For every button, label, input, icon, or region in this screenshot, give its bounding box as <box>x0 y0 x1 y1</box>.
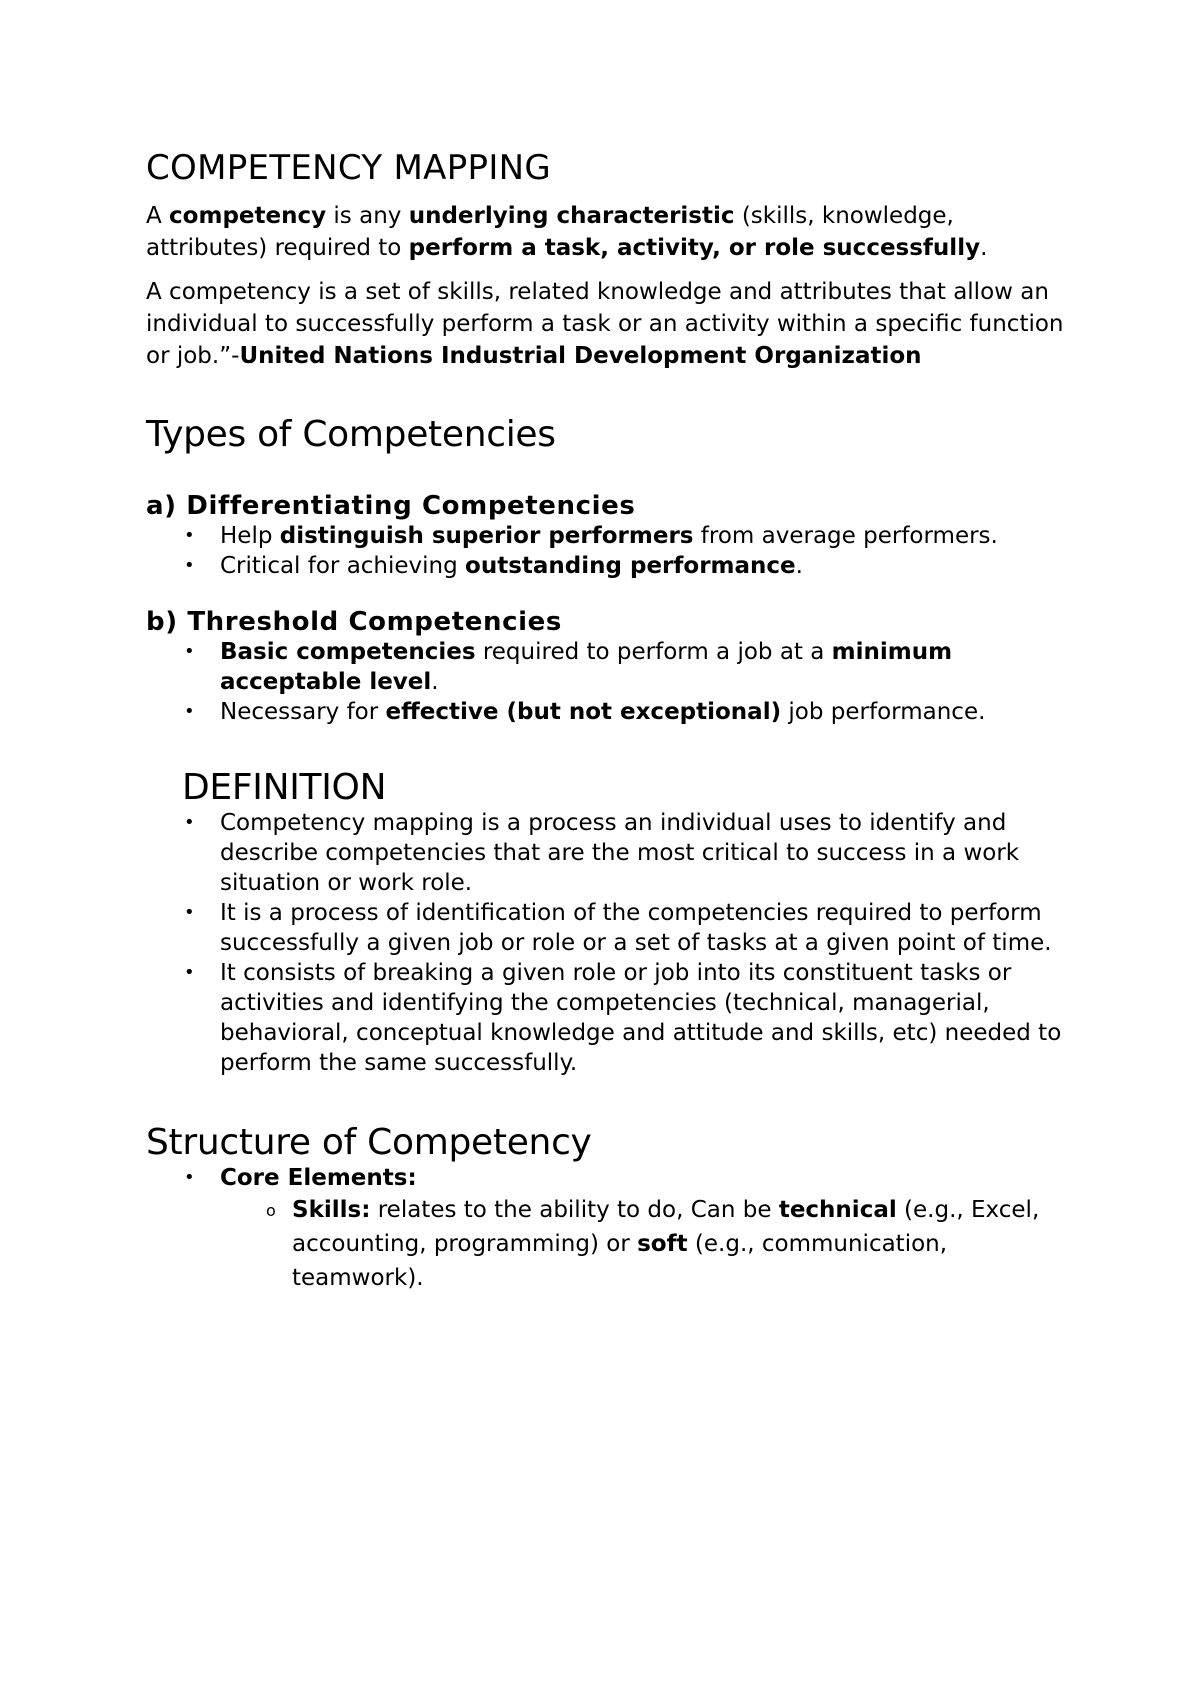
bullet-icon: • <box>184 962 195 983</box>
differentiating-list <box>146 521 1076 581</box>
text: Help <box>220 523 280 549</box>
list-item <box>146 1163 1076 1295</box>
bullet-icon: • <box>184 701 195 722</box>
text: required to perform a job at a <box>475 639 832 665</box>
text: (e.g., communication, teamwork). <box>292 1231 948 1291</box>
list-item <box>146 551 1076 581</box>
bold-text: Skills: <box>292 1197 371 1223</box>
list-item <box>146 808 1076 898</box>
structure-heading: Structure of Competency <box>146 1122 592 1163</box>
bold-text: United Nations Industrial Development Organization <box>239 343 922 369</box>
circle-bullet-icon: o <box>266 1201 276 1220</box>
text: relates to the ability to do, Can be <box>370 1197 779 1223</box>
bold-text: effective (but not exceptional) <box>385 699 782 725</box>
bullet-icon: • <box>184 641 195 662</box>
text: A competency is a set of skills, related knowledge and attributes that allow an individual to successfully perform a task or an activity within a specific function or job.”- <box>146 279 1064 369</box>
text: . <box>980 235 988 261</box>
intro-paragraph-1 <box>146 200 1076 264</box>
core-elements-sublist <box>220 1193 1076 1295</box>
text: It consists of breaking a given role or job into its constituent tasks or activities and identifying the competencies (technical, managerial, behavioral, conceptual knowledge and attitude and skills, etc) needed to perform the same successfully. <box>220 960 1062 1076</box>
bold-text: outstanding performance <box>465 553 796 579</box>
bullet-icon: • <box>184 812 195 833</box>
text: A <box>146 203 170 229</box>
bullet-icon: • <box>184 1167 195 1188</box>
definition-heading: DEFINITION <box>182 767 387 808</box>
text: Competency mapping is a process an individual uses to identify and describe competencies that are the most critical to success in a work situation or work role. <box>220 810 1020 896</box>
bullet-icon: • <box>184 902 195 923</box>
bullet-icon: • <box>184 555 195 576</box>
text: It is a process of identification of the competencies required to perform successfully a given job or role or a set of tasks at a given point of time. <box>220 900 1052 956</box>
bold-text: competency <box>169 203 327 229</box>
differentiating-heading: a) Differentiating Competencies <box>146 491 636 521</box>
bold-text: underlying characteristic <box>408 203 735 229</box>
text: (skills, knowledge, attributes) required to <box>146 203 954 261</box>
list-item <box>146 697 1076 727</box>
intro-paragraph-2 <box>146 276 1076 372</box>
bold-text: Basic competencies <box>220 639 476 665</box>
bold-text: technical <box>778 1197 897 1223</box>
threshold-heading: b) Threshold Competencies <box>146 607 562 637</box>
text: . <box>795 553 803 579</box>
bold-text: Core Elements: <box>220 1165 417 1191</box>
bullet-icon: • <box>184 525 195 546</box>
text: Critical for achieving <box>220 553 466 579</box>
text: (e.g., Excel, accounting, programming) or <box>292 1197 1040 1257</box>
text: . <box>431 669 439 695</box>
list-item <box>146 958 1076 1078</box>
text: Necessary for <box>220 699 386 725</box>
list-item <box>146 521 1076 551</box>
sub-list-item <box>220 1193 1076 1295</box>
types-heading: Types of Competencies <box>146 414 556 455</box>
bold-text: perform a task, activity, or role successfully <box>408 235 981 261</box>
bold-text: soft <box>637 1231 688 1257</box>
bold-text: minimum acceptable level <box>220 639 953 695</box>
text: job performance. <box>781 699 986 725</box>
structure-list <box>146 1163 1076 1295</box>
text: is any <box>326 203 409 229</box>
list-item <box>146 637 1076 697</box>
list-item <box>146 898 1076 958</box>
document-title: COMPETENCY MAPPING <box>146 148 552 188</box>
bold-text: distinguish superior performers <box>279 523 694 549</box>
text: from average performers. <box>693 523 998 549</box>
document-content <box>146 148 1076 1295</box>
definition-list <box>146 808 1076 1078</box>
threshold-list <box>146 637 1076 727</box>
